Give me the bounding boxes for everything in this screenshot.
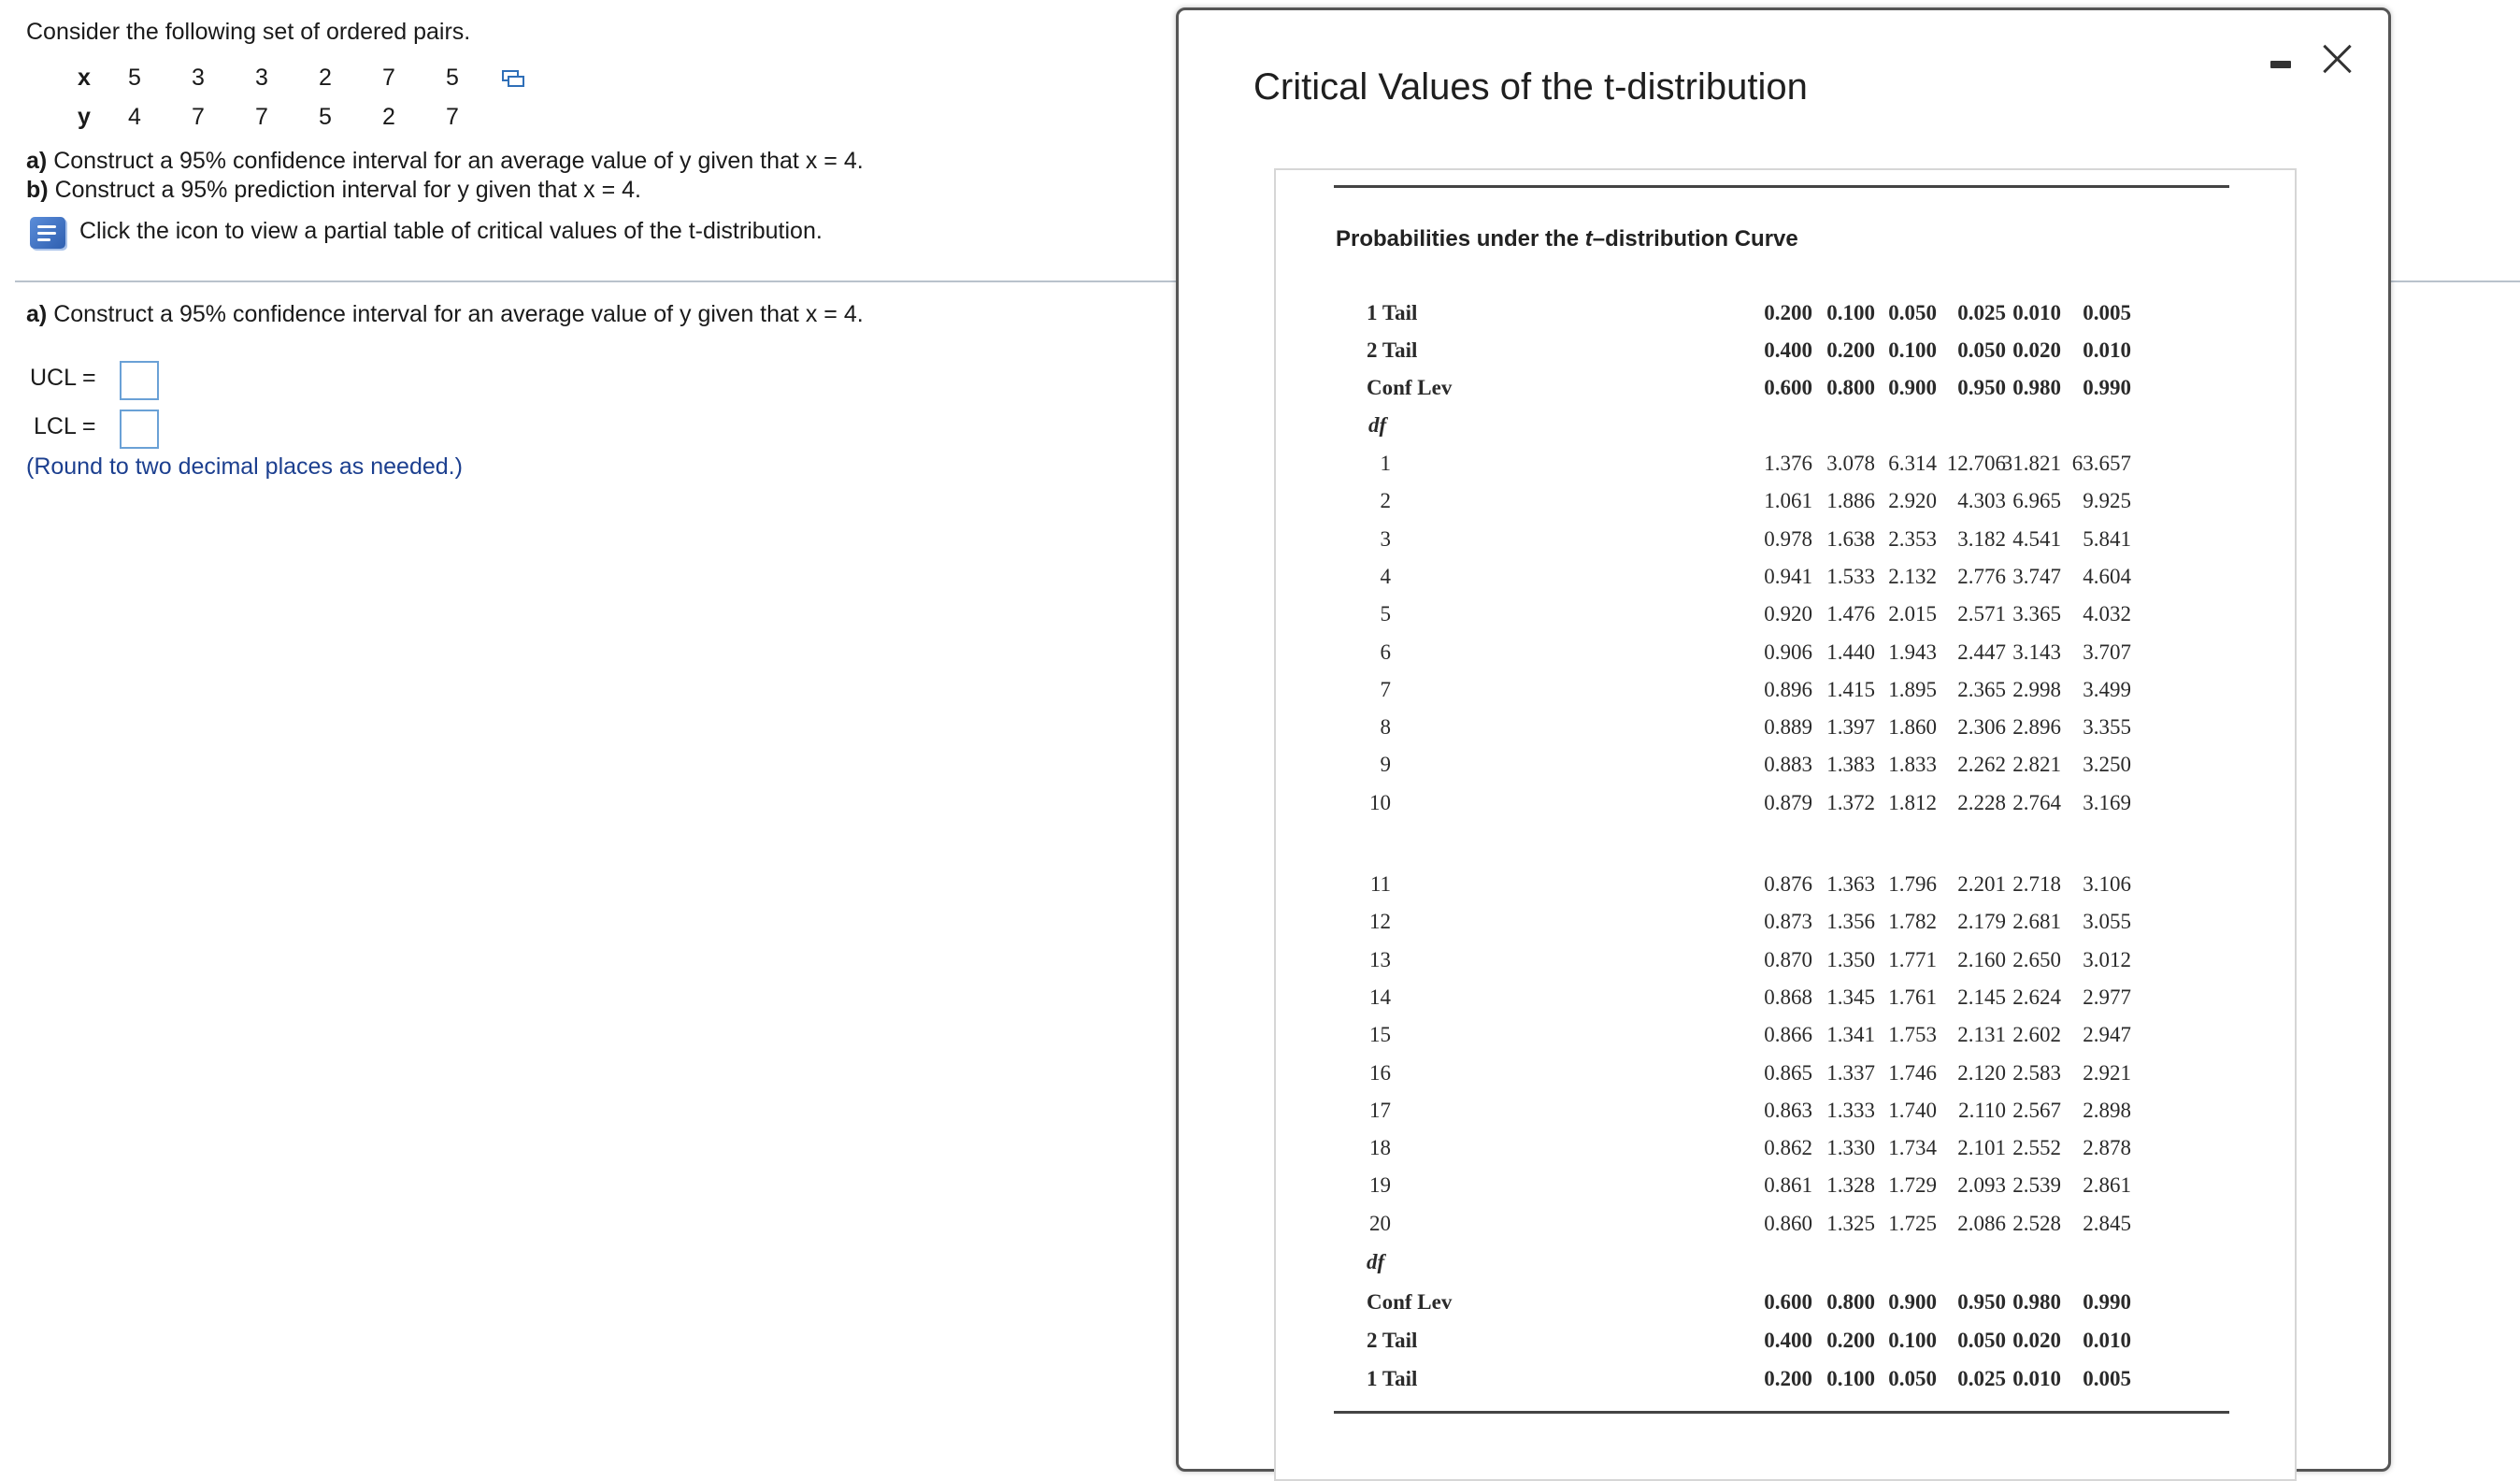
table-row-value: 3.012 bbox=[2083, 947, 2131, 971]
table-row-value: 0.906 bbox=[1764, 640, 1812, 664]
footer-row-value: 0.010 bbox=[2012, 1367, 2061, 1390]
table-row-value: 3.365 bbox=[2012, 602, 2061, 626]
table-row-value: 2.920 bbox=[1888, 489, 1937, 513]
table-row-value: 1.753 bbox=[1888, 1023, 1937, 1047]
footer-row-value: 0.050 bbox=[1888, 1367, 1937, 1390]
header-row-value: 0.950 bbox=[1957, 376, 2006, 399]
header-row-label: Conf Lev bbox=[1367, 376, 1453, 399]
table-row-value: 3.182 bbox=[1957, 526, 2006, 551]
part-a-text: Construct a 95% confidence interval for an average value of y given that x = 4. bbox=[53, 148, 864, 174]
caption-t: t bbox=[1584, 226, 1593, 252]
df-value: 11 bbox=[1369, 872, 1391, 896]
table-row-value: 2.179 bbox=[1957, 910, 2006, 934]
table-row-value: 6.965 bbox=[2012, 489, 2061, 513]
table-row-value: 1.415 bbox=[1826, 677, 1875, 701]
table-row-value: 2.110 bbox=[1958, 1098, 2006, 1122]
table-row-value: 1.440 bbox=[1826, 640, 1875, 664]
table-row-value: 0.862 bbox=[1764, 1136, 1812, 1160]
table-row-value: 1.333 bbox=[1826, 1098, 1875, 1122]
y-value: 7 bbox=[192, 103, 205, 130]
table-row-value: 1.363 bbox=[1826, 872, 1875, 896]
table-row-value: 1.341 bbox=[1826, 1023, 1875, 1047]
problem-intro: Consider the following set of ordered pairs. bbox=[26, 19, 471, 45]
table-row-value: 1.746 bbox=[1888, 1060, 1937, 1085]
df-value: 3 bbox=[1380, 526, 1391, 551]
rounding-instructions: (Round to two decimal places as needed.) bbox=[26, 453, 463, 480]
header-row-value: 0.990 bbox=[2083, 376, 2131, 399]
table-row-value: 1.771 bbox=[1888, 947, 1937, 971]
header-row-value: 0.200 bbox=[1764, 301, 1812, 324]
table-row-value: 2.262 bbox=[1957, 753, 2006, 777]
footer-row-value: 0.100 bbox=[1888, 1329, 1937, 1352]
table-row-value: 1.638 bbox=[1826, 526, 1875, 551]
footer-row-value: 0.980 bbox=[2012, 1290, 2061, 1314]
table-row-value: 2.160 bbox=[1957, 947, 2006, 971]
table-row-value: 1.383 bbox=[1826, 753, 1875, 777]
t-distribution-modal bbox=[1176, 7, 2391, 1472]
table-row-value: 0.868 bbox=[1764, 985, 1812, 1009]
table-row-value: 2.896 bbox=[2012, 715, 2061, 740]
table-row-value: 0.860 bbox=[1764, 1211, 1812, 1235]
table-row-value: 0.876 bbox=[1764, 872, 1812, 896]
y-value: 7 bbox=[255, 103, 268, 130]
y-value: 7 bbox=[446, 103, 459, 130]
section-divider-right bbox=[2388, 280, 2520, 282]
table-row-value: 4.541 bbox=[2012, 526, 2061, 551]
header-row-value: 0.010 bbox=[2012, 301, 2061, 324]
table-row-value: 2.861 bbox=[2083, 1173, 2131, 1198]
close-button[interactable] bbox=[2319, 40, 2356, 78]
x-row bbox=[65, 58, 540, 97]
table-row-value: 1.886 bbox=[1826, 489, 1875, 513]
table-row-value: 2.878 bbox=[2083, 1136, 2131, 1160]
header-row-value: 0.400 bbox=[1764, 338, 1812, 362]
header-row-value: 0.900 bbox=[1888, 376, 1937, 399]
table-row-value: 1.734 bbox=[1888, 1136, 1937, 1160]
table-row-value: 63.657 bbox=[2071, 452, 2131, 475]
table-row-value: 9.925 bbox=[2083, 489, 2131, 513]
icon-hint: Click the icon to view a partial table of critical values of the t-distribution. bbox=[79, 218, 823, 244]
table-row-value: 0.865 bbox=[1764, 1060, 1812, 1085]
table-row-value: 0.941 bbox=[1764, 564, 1812, 588]
table-row-value: 1.397 bbox=[1826, 715, 1875, 740]
df-value: 14 bbox=[1369, 985, 1391, 1009]
table-row-value: 1.782 bbox=[1888, 910, 1937, 934]
df-value: 17 bbox=[1369, 1098, 1391, 1122]
table-row-value: 2.447 bbox=[1957, 640, 2006, 664]
caption-post: –distribution Curve bbox=[1592, 226, 1798, 252]
table-row-value: 0.861 bbox=[1764, 1173, 1812, 1198]
df-value: 15 bbox=[1369, 1023, 1391, 1047]
footer-row-label: 2 Tail bbox=[1367, 1329, 1418, 1352]
df-value: 19 bbox=[1369, 1173, 1391, 1198]
table-row-value: 0.863 bbox=[1764, 1098, 1812, 1122]
footer-row-value: 0.400 bbox=[1764, 1329, 1812, 1352]
footer-row-value: 0.010 bbox=[2083, 1329, 2131, 1352]
table-row-value: 1.330 bbox=[1826, 1136, 1875, 1160]
table-row-value: 2.567 bbox=[2012, 1098, 2061, 1122]
table-row-value: 2.583 bbox=[2012, 1060, 2061, 1085]
df-value: 8 bbox=[1380, 715, 1391, 740]
current-part-question bbox=[26, 301, 864, 328]
table-row-value: 0.866 bbox=[1764, 1023, 1812, 1047]
footer-row-value: 0.600 bbox=[1764, 1290, 1812, 1314]
copy-data-button[interactable] bbox=[484, 58, 540, 97]
table-top-rule bbox=[1334, 185, 2229, 188]
table-caption bbox=[1336, 226, 1798, 252]
table-row-value: 4.032 bbox=[2083, 602, 2131, 626]
table-row-value: 2.977 bbox=[2083, 985, 2131, 1009]
table-row-value: 2.998 bbox=[2012, 677, 2061, 701]
df-value: 13 bbox=[1369, 947, 1391, 971]
header-row-value: 0.600 bbox=[1764, 376, 1812, 399]
table-row-value: 2.093 bbox=[1957, 1173, 2006, 1198]
table-row-value: 2.821 bbox=[2012, 753, 2061, 777]
footer-row-label: 1 Tail bbox=[1367, 1367, 1418, 1390]
table-row-value: 2.201 bbox=[1957, 872, 2006, 896]
table-row-value: 2.365 bbox=[1957, 677, 2006, 701]
table-row-value: 2.353 bbox=[1888, 526, 1937, 551]
part-a-prefix: a) bbox=[26, 148, 48, 174]
table-bottom-rule bbox=[1334, 1411, 2229, 1414]
footer-row-label: Conf Lev bbox=[1367, 1290, 1453, 1314]
table-row-value: 0.896 bbox=[1764, 677, 1812, 701]
df-value: 18 bbox=[1369, 1136, 1391, 1160]
ucl-input[interactable] bbox=[120, 361, 159, 400]
table-row-value: 2.898 bbox=[2083, 1098, 2131, 1122]
df-value: 2 bbox=[1380, 489, 1391, 513]
y-value: 4 bbox=[128, 103, 141, 130]
table-row-value: 1.725 bbox=[1888, 1211, 1937, 1235]
x-label: x bbox=[78, 64, 91, 91]
table-row-value: 1.350 bbox=[1826, 947, 1875, 971]
table-row-value: 1.943 bbox=[1888, 640, 1937, 664]
table-row-value: 1.860 bbox=[1888, 715, 1937, 740]
y-label: y bbox=[78, 103, 91, 130]
table-row-value: 31.821 bbox=[2001, 452, 2061, 475]
y-value: 2 bbox=[382, 103, 395, 130]
ucl-label: UCL = bbox=[30, 365, 96, 391]
table-row-value: 3.747 bbox=[2012, 564, 2061, 588]
header-row-value: 0.200 bbox=[1826, 338, 1875, 362]
table-row-value: 1.328 bbox=[1826, 1173, 1875, 1198]
footer-row-value: 0.020 bbox=[2012, 1329, 2061, 1352]
df-value: 4 bbox=[1380, 564, 1391, 588]
minimize-button[interactable] bbox=[2270, 61, 2291, 68]
y-value: 5 bbox=[319, 103, 332, 130]
table-row-value: 2.539 bbox=[2012, 1173, 2061, 1198]
table-row-value: 2.681 bbox=[2012, 910, 2061, 934]
x-value: 3 bbox=[192, 64, 205, 91]
table-row-value: 2.764 bbox=[2012, 790, 2061, 814]
table-row-value: 3.106 bbox=[2083, 872, 2131, 896]
table-row-value: 3.169 bbox=[2083, 790, 2131, 814]
table-row-value: 1.376 bbox=[1764, 452, 1812, 475]
copy-icon bbox=[502, 70, 523, 85]
df-value: 1 bbox=[1380, 452, 1391, 475]
part-b-text: Construct a 95% prediction interval for y given that x = 4. bbox=[54, 177, 641, 203]
part-b-question bbox=[26, 177, 641, 204]
table-row-value: 0.889 bbox=[1764, 715, 1812, 740]
header-row-value: 0.800 bbox=[1826, 376, 1875, 399]
table-row-value: 3.499 bbox=[2083, 677, 2131, 701]
header-row-value: 0.050 bbox=[1957, 338, 2006, 362]
footer-row-value: 0.200 bbox=[1826, 1329, 1875, 1352]
table-row-value: 2.602 bbox=[2012, 1023, 2061, 1047]
x-value: 3 bbox=[255, 64, 268, 91]
table-row-value: 12.706 bbox=[1946, 452, 2006, 475]
df-footer: df bbox=[1367, 1250, 1385, 1273]
table-row-value: 2.131 bbox=[1957, 1023, 2006, 1047]
table-row-value: 2.921 bbox=[2083, 1060, 2131, 1085]
table-row-value: 0.883 bbox=[1764, 753, 1812, 777]
df-value: 9 bbox=[1380, 753, 1391, 777]
lcl-label: LCL = bbox=[34, 413, 96, 439]
footer-row-value: 0.990 bbox=[2083, 1290, 2131, 1314]
table-row-value: 2.120 bbox=[1957, 1060, 2006, 1085]
table-row-value: 0.873 bbox=[1764, 910, 1812, 934]
table-row-value: 3.355 bbox=[2083, 715, 2131, 740]
header-row-value: 0.010 bbox=[2083, 338, 2131, 362]
ordered-pairs-table bbox=[65, 58, 540, 137]
footer-row-value: 0.050 bbox=[1957, 1329, 2006, 1352]
df-value: 16 bbox=[1369, 1060, 1391, 1085]
table-row-value: 2.306 bbox=[1957, 715, 2006, 740]
table-row-value: 1.833 bbox=[1888, 753, 1937, 777]
table-row-value: 1.325 bbox=[1826, 1211, 1875, 1235]
table-row-value: 1.533 bbox=[1826, 564, 1875, 588]
part-a-question bbox=[26, 148, 864, 175]
x-value: 5 bbox=[128, 64, 141, 91]
footer-row-value: 0.200 bbox=[1764, 1367, 1812, 1390]
table-row-value: 4.303 bbox=[1957, 489, 2006, 513]
table-row-value: 2.947 bbox=[2083, 1023, 2131, 1047]
table-row-value: 2.624 bbox=[2012, 985, 2061, 1009]
table-row-value: 2.845 bbox=[2083, 1211, 2131, 1235]
table-row-value: 2.528 bbox=[2012, 1211, 2061, 1235]
x-value: 2 bbox=[319, 64, 332, 91]
header-row-value: 0.005 bbox=[2083, 301, 2131, 324]
table-row-value: 3.707 bbox=[2083, 640, 2131, 664]
table-row-value: 1.345 bbox=[1826, 985, 1875, 1009]
table-row-value: 4.604 bbox=[2083, 564, 2131, 588]
df-value: 10 bbox=[1369, 790, 1391, 814]
header-row-value: 0.100 bbox=[1826, 301, 1875, 324]
table-row-value: 0.879 bbox=[1764, 790, 1812, 814]
footer-row-value: 0.900 bbox=[1888, 1290, 1937, 1314]
table-row-value: 2.776 bbox=[1957, 564, 2006, 588]
modal-title: Critical Values of the t-distribution bbox=[1253, 66, 1808, 108]
header-row-value: 0.025 bbox=[1957, 301, 2006, 324]
table-row-value: 0.978 bbox=[1764, 526, 1812, 551]
header-row-value: 0.020 bbox=[2012, 338, 2061, 362]
header-row-label: 1 Tail bbox=[1367, 301, 1418, 324]
current-part-text: Construct a 95% confidence interval for an average value of y given that x = 4. bbox=[53, 301, 864, 327]
table-row-value: 5.841 bbox=[2083, 526, 2131, 551]
table-row-value: 2.101 bbox=[1957, 1136, 2006, 1160]
current-part-prefix: a) bbox=[26, 301, 48, 327]
footer-row-value: 0.100 bbox=[1826, 1367, 1875, 1390]
footer-row-value: 0.800 bbox=[1826, 1290, 1875, 1314]
table-row-value: 1.356 bbox=[1826, 910, 1875, 934]
footer-row-value: 0.005 bbox=[2083, 1367, 2131, 1390]
table-row-value: 1.729 bbox=[1888, 1173, 1937, 1198]
lcl-input[interactable] bbox=[120, 410, 159, 449]
df-value: 20 bbox=[1369, 1211, 1391, 1235]
t-table-book-icon[interactable] bbox=[30, 217, 65, 249]
header-row-value: 0.980 bbox=[2012, 376, 2061, 399]
df-header: df bbox=[1368, 413, 1387, 437]
table-row-value: 3.250 bbox=[2083, 753, 2131, 777]
section-divider bbox=[15, 280, 1178, 282]
x-value: 5 bbox=[446, 64, 459, 91]
footer-row-value: 0.950 bbox=[1957, 1290, 2006, 1314]
table-row-value: 2.015 bbox=[1888, 602, 1937, 626]
table-row-value: 1.372 bbox=[1826, 790, 1875, 814]
table-row-value: 2.132 bbox=[1888, 564, 1937, 588]
part-b-prefix: b) bbox=[26, 177, 49, 203]
table-row-value: 3.143 bbox=[2012, 640, 2061, 664]
table-row-value: 1.740 bbox=[1888, 1098, 1937, 1122]
table-row-value: 1.337 bbox=[1826, 1060, 1875, 1085]
x-value: 7 bbox=[382, 64, 395, 91]
table-row-value: 2.552 bbox=[2012, 1136, 2061, 1160]
caption-pre: Probabilities under the bbox=[1336, 226, 1585, 252]
header-row-label: 2 Tail bbox=[1367, 338, 1418, 362]
df-value: 6 bbox=[1380, 640, 1391, 664]
table-row-value: 0.870 bbox=[1764, 947, 1812, 971]
t-table-frame bbox=[1274, 168, 2297, 1481]
table-row-value: 3.055 bbox=[2083, 910, 2131, 934]
footer-row-value: 0.025 bbox=[1957, 1367, 2006, 1390]
table-row-value: 1.061 bbox=[1764, 489, 1812, 513]
table-row-value: 2.145 bbox=[1957, 985, 2006, 1009]
header-row-value: 0.100 bbox=[1888, 338, 1937, 362]
table-row-value: 2.650 bbox=[2012, 947, 2061, 971]
df-value: 12 bbox=[1369, 910, 1391, 934]
table-row-value: 1.476 bbox=[1826, 602, 1875, 626]
table-row-value: 2.718 bbox=[2012, 872, 2061, 896]
df-value: 5 bbox=[1380, 602, 1391, 626]
table-row-value: 2.086 bbox=[1957, 1211, 2006, 1235]
header-row-value: 0.050 bbox=[1888, 301, 1937, 324]
y-row bbox=[65, 97, 540, 137]
table-row-value: 1.812 bbox=[1888, 790, 1937, 814]
table-row-value: 6.314 bbox=[1888, 452, 1937, 475]
table-row-value: 3.078 bbox=[1826, 452, 1875, 475]
table-row-value: 2.228 bbox=[1957, 790, 2006, 814]
table-row-value: 2.571 bbox=[1957, 602, 2006, 626]
table-row-value: 1.796 bbox=[1888, 872, 1937, 896]
table-row-value: 1.895 bbox=[1888, 677, 1937, 701]
table-row-value: 0.920 bbox=[1764, 602, 1812, 626]
table-row-value: 1.761 bbox=[1888, 985, 1937, 1009]
df-value: 7 bbox=[1380, 677, 1391, 701]
